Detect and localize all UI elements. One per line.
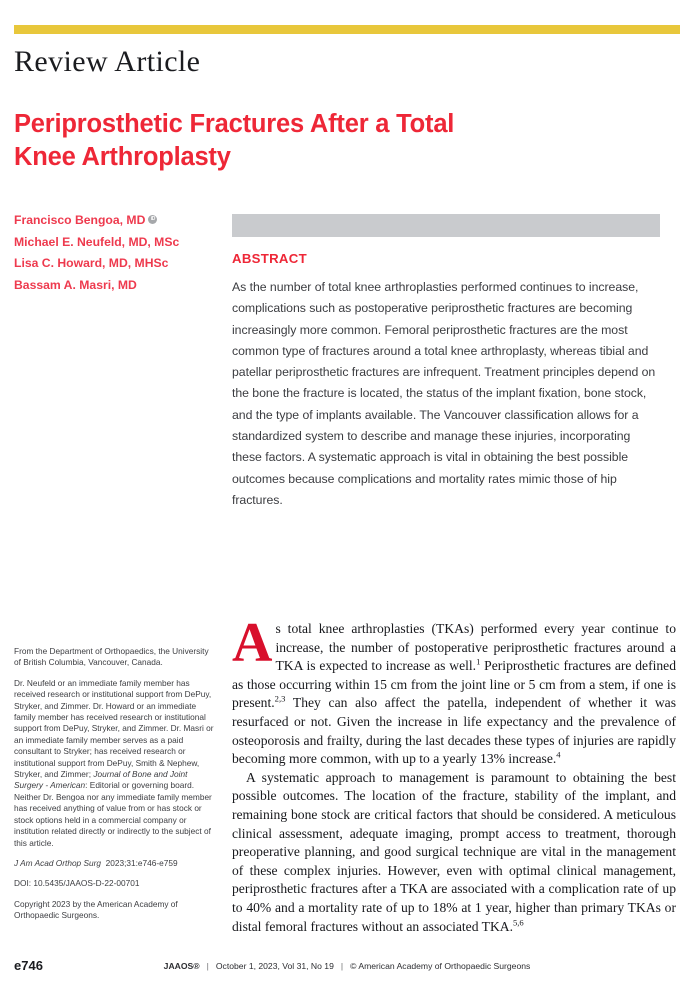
- citation-volume-pages: 2023;31:e746-e759: [105, 857, 178, 868]
- author-entry: Lisa C. Howard, MD, MHSc: [14, 256, 169, 270]
- disclosure-text-part-2: : Editorial or governing board. Neither Dr. Bengoa nor any immediate family member has received anything of value from or has stock or stock options held in a commercial company or institution related directly or indirectly to the subject of this article.: [14, 780, 212, 848]
- author-notes-rail: [14, 646, 216, 922]
- affiliation-note: From the Department of Orthopaedics, the University of British Columbia, Vancouver, Canada.: [14, 646, 209, 668]
- journal-brand: JAAOS®: [163, 961, 200, 971]
- article-title-line-2: Knee Arthroplasty: [14, 143, 231, 171]
- author-entry: [14, 210, 224, 232]
- orcid-id-icon[interactable]: [148, 215, 157, 224]
- abstract-text: As the number of total knee arthroplasties performed continues to increase, complications such as postoperative periprosthetic fractures are becoming increasingly more common. Femoral periprosthetic fractures are the most common type of fractures around a total knee arthroplasty, whereas tibial and patellar periprosthetic fractures are infrequent. Treatment principles depend on the bone the fracture is located, the status of the implant fixation, bone stock, and the type of implants available. The Vancouver classification allows for a standardized system to describe and manage these injuries, incorporating these factors. A systematic approach is vital in obtaining the best possible outcomes because complications and mortality rates mimic those of hip fractures.: [232, 280, 656, 507]
- citation-ref[interactable]: 5,6: [512, 916, 524, 927]
- citation-ref[interactable]: 1: [476, 656, 481, 667]
- body-paragraph-1: [232, 612, 677, 769]
- disclosure-journal-name: Journal of Bone and Joint Surgery - American: [14, 769, 188, 791]
- article-title-line-1: Periprosthetic Fractures After a Total: [14, 110, 455, 138]
- copyright-note: Copyright 2023 by the American Academy of Orthopaedic Surgeons.: [14, 898, 178, 921]
- citation-ref[interactable]: 2,3: [274, 693, 286, 704]
- body-p1-text-a: s total knee arthroplasties (TKAs) performed every year continue to increase, the number of postoperative periprosthetic fractures around a TKA is expected to increase as well.: [275, 621, 676, 674]
- author-entry: Michael E. Neufeld, MD, MSc: [14, 234, 180, 249]
- citation-note: [14, 858, 216, 869]
- author-list: [14, 210, 224, 296]
- page-number: e746: [14, 958, 43, 973]
- abstract-section: [232, 214, 660, 511]
- abstract-placeholder-bar: [232, 214, 660, 237]
- author-name: Francisco Bengoa, MD: [14, 213, 146, 227]
- body-p1-text-c: They can also affect the patella, independent of whether it was resurfaced or not. Given the increase in life expectancy and the prevalence of osteoporosis and frailty, during the last decades these types of injuries are rapidly becoming more common, with up to a yearly 13% increase.: [232, 695, 676, 767]
- footer-separator: |: [340, 961, 344, 971]
- article-type-kicker: Review Article: [14, 45, 201, 78]
- author-entry: Bassam A. Masri, MD: [14, 277, 137, 292]
- abstract-heading: ABSTRACT: [232, 251, 307, 266]
- body-p1-text-b: Periprosthetic fractures are defined as those occurring within 15 cm from the joint line or 5 cm from a stem, if one is present.: [232, 658, 677, 711]
- drop-cap: A: [232, 612, 273, 674]
- doi-note[interactable]: DOI: 10.5435/JAAOS-D-22-00701: [14, 878, 140, 889]
- citation-ref[interactable]: 4: [556, 749, 561, 760]
- page-footer: [14, 958, 680, 978]
- footer-journal-line: [14, 961, 680, 971]
- citation-journal-name: J Am Acad Orthop Surg: [14, 857, 101, 868]
- body-paragraph-2: [232, 769, 676, 936]
- body-p2-text: A systematic approach to management is paramount to obtaining the best possible outcomes. The location of the fracture, stability of the implant, and remaining bone stock are critical factors that should be considered. A meticulous clinical assessment, adequate imaging, prompt access to treatment, thorough preoperative planning, and good surgical technique are vital in the management of these complex injuries. However, even with optimal clinical management, periprosthetic fractures after a TKA are associated with a complication rate of up to 40% and a mortality rate of up to 18% at 1 year, higher than primary TKAs or distal femoral fractures without an associated TKA.: [232, 769, 676, 934]
- footer-copyright: © American Academy of Orthopaedic Surgeons: [350, 961, 531, 971]
- page-title: [14, 108, 514, 174]
- footer-separator: |: [206, 961, 209, 971]
- footer-issue: October 1, 2023, Vol 31, No 19: [215, 961, 334, 971]
- gold-rule-divider: [14, 25, 680, 34]
- disclosure-text-part-1: Dr. Neufeld or an immediate family member has received research or institutional support from DePuy, Stryker, and Zimmer. Dr. Howard or an immediate family member has received research or institutional support from DePuy, Stryker, and Zimmer. Dr. Masri or an immediate family member serves as a paid consultant to Stryker; has received research or institutional support from DePuy, Smith & Nephew, Stryker, and Zimmer;: [14, 677, 214, 780]
- article-body: [232, 612, 677, 936]
- disclosure-note: [14, 678, 216, 849]
